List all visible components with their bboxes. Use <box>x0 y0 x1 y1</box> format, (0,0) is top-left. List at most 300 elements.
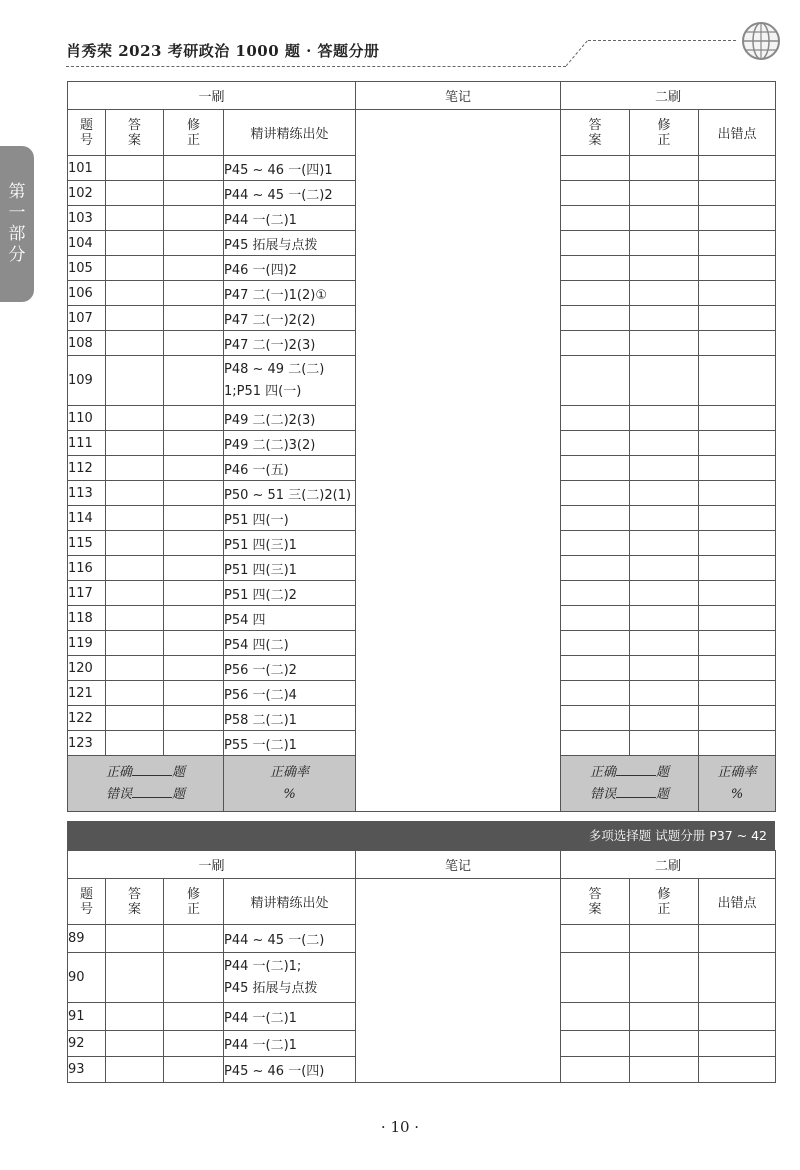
correction-cell[interactable] <box>164 356 224 406</box>
second-correction-cell[interactable] <box>630 531 699 556</box>
source-line: P49 二(二)2(3) <box>224 412 316 428</box>
correction-cell[interactable] <box>164 681 224 706</box>
correction-cell[interactable] <box>164 581 224 606</box>
fill-blank[interactable] <box>616 785 656 798</box>
error-point-cell[interactable] <box>699 606 776 631</box>
answer-cell[interactable] <box>106 1057 164 1083</box>
question-number: 108 <box>68 331 106 356</box>
second-correction-cell[interactable] <box>630 506 699 531</box>
error-point-cell[interactable] <box>699 1031 776 1057</box>
error-point-cell[interactable] <box>699 331 776 356</box>
source-line: P51 四(二)2 <box>224 587 297 603</box>
second-answer-cell[interactable] <box>561 531 630 556</box>
error-point-cell[interactable] <box>699 456 776 481</box>
correction-header <box>164 110 224 156</box>
second-answer-header-char: 答 <box>588 117 602 133</box>
second-correction-cell[interactable] <box>630 181 699 206</box>
correction-cell[interactable] <box>164 306 224 331</box>
answer-cell[interactable] <box>106 181 164 206</box>
answer-cell[interactable] <box>106 256 164 281</box>
error-point-cell[interactable] <box>699 431 776 456</box>
second-answer-cell[interactable] <box>561 506 630 531</box>
source-cell <box>224 581 356 606</box>
second-correction-cell[interactable] <box>630 1057 699 1083</box>
percent-sign: % <box>730 786 744 802</box>
error-point-cell[interactable] <box>699 306 776 331</box>
source-cell <box>224 506 356 531</box>
correction-cell[interactable] <box>164 156 224 181</box>
answer-cell[interactable] <box>106 431 164 456</box>
answer-cell[interactable] <box>106 681 164 706</box>
answer-table-bottom <box>67 850 776 1083</box>
wrong-label: 错误 <box>105 786 132 802</box>
second-correction-header <box>630 110 699 156</box>
answer-cell[interactable] <box>106 456 164 481</box>
question-number: 117 <box>68 581 106 606</box>
error-point-cell[interactable] <box>699 656 776 681</box>
answer-cell[interactable] <box>106 406 164 431</box>
second-answer-cell[interactable] <box>561 731 630 756</box>
answer-cell[interactable] <box>106 656 164 681</box>
error-point-cell[interactable] <box>699 256 776 281</box>
answer-cell[interactable] <box>106 556 164 581</box>
source-cell <box>224 231 356 256</box>
correction-cell[interactable] <box>164 656 224 681</box>
second-answer-cell[interactable] <box>561 456 630 481</box>
error-point-cell[interactable] <box>699 556 776 581</box>
second-correction-header-char: 修 <box>657 886 671 902</box>
source-line: P56 一(二)2 <box>224 662 297 678</box>
correction-cell[interactable] <box>164 456 224 481</box>
error-point-cell[interactable] <box>699 406 776 431</box>
correction-cell[interactable] <box>164 256 224 281</box>
header-rule-right <box>588 40 736 41</box>
second-correction-cell[interactable] <box>630 231 699 256</box>
source-cell <box>224 656 356 681</box>
percent-sign: % <box>283 786 296 802</box>
correct-label: 正确 <box>589 764 616 780</box>
error-point-header: 出错点 <box>699 110 776 156</box>
second-answer-header <box>561 110 630 156</box>
correction-cell[interactable] <box>164 556 224 581</box>
source-line: P47 二(一)2(3) <box>224 337 316 353</box>
notes-header: 笔记 <box>356 82 561 110</box>
notes-area[interactable] <box>356 879 561 1083</box>
source-cell <box>224 606 356 631</box>
source-line: P54 四(二) <box>224 637 289 653</box>
answer-cell[interactable] <box>106 631 164 656</box>
correction-cell[interactable] <box>164 925 224 953</box>
error-point-cell[interactable] <box>699 681 776 706</box>
second-answer-cell[interactable] <box>561 606 630 631</box>
second-correction-cell[interactable] <box>630 681 699 706</box>
source-line: P54 四 <box>224 612 266 628</box>
correction-cell[interactable] <box>164 953 224 1003</box>
second-pass-count <box>561 756 699 812</box>
question-number: 102 <box>68 181 106 206</box>
second-correction-cell[interactable] <box>630 456 699 481</box>
question-number: 101 <box>68 156 106 181</box>
question-number: 120 <box>68 656 106 681</box>
correct-label: 正确 <box>105 764 132 780</box>
second-answer-cell[interactable] <box>561 181 630 206</box>
answer-table-top <box>67 81 776 812</box>
source-cell <box>224 456 356 481</box>
second-answer-cell[interactable] <box>561 281 630 306</box>
source-cell <box>224 556 356 581</box>
second-answer-cell[interactable] <box>561 431 630 456</box>
section-tab-char: 部 <box>8 224 26 244</box>
source-line: P44 ~ 45 一(二) <box>224 933 325 948</box>
source-line: P44 ~ 45 一(二)2 <box>224 187 333 203</box>
correction-cell[interactable] <box>164 206 224 231</box>
question-number: 89 <box>68 925 106 953</box>
fill-blank[interactable] <box>616 763 656 776</box>
error-point-cell[interactable] <box>699 581 776 606</box>
error-point-cell[interactable] <box>699 706 776 731</box>
question-number: 115 <box>68 531 106 556</box>
source-line: P46 一(五) <box>224 462 289 478</box>
second-answer-cell[interactable] <box>561 656 630 681</box>
question-number: 119 <box>68 631 106 656</box>
second-correction-cell[interactable] <box>630 631 699 656</box>
source-cell <box>224 406 356 431</box>
source-cell <box>224 306 356 331</box>
correction-header <box>164 879 224 925</box>
error-point-cell[interactable] <box>699 206 776 231</box>
question-number-header <box>68 879 106 925</box>
question-number-header-char: 题 <box>79 117 93 133</box>
correction-header-char: 修 <box>186 886 200 902</box>
error-point-cell[interactable] <box>699 506 776 531</box>
second-correction-cell[interactable] <box>630 706 699 731</box>
second-correction-cell[interactable] <box>630 556 699 581</box>
source-cell <box>224 156 356 181</box>
question-number: 106 <box>68 281 106 306</box>
second-correction-cell[interactable] <box>630 1003 699 1031</box>
second-correction-cell[interactable] <box>630 656 699 681</box>
source-cell <box>224 1031 356 1057</box>
second-answer-cell[interactable] <box>561 306 630 331</box>
source-cell <box>224 631 356 656</box>
error-point-cell[interactable] <box>699 1057 776 1083</box>
source-line: P44 一(二)1; <box>224 958 302 974</box>
question-number: 116 <box>68 556 106 581</box>
question-number: 104 <box>68 231 106 256</box>
second-correction-cell[interactable] <box>630 1031 699 1057</box>
question-number: 93 <box>68 1057 106 1083</box>
first-pass-count <box>68 756 224 812</box>
wrong-label-line <box>68 784 223 806</box>
book-title: 肖秀荣 2023 考研政治 1000 题 · 答题分册 <box>66 42 380 60</box>
error-point-cell[interactable] <box>699 181 776 206</box>
source-cell <box>224 181 356 206</box>
source-line: P48 ~ 49 二(二) <box>224 361 325 377</box>
answer-cell[interactable] <box>106 1031 164 1057</box>
error-point-cell[interactable] <box>699 156 776 181</box>
second-correction-header <box>630 879 699 925</box>
error-point-cell[interactable] <box>699 356 776 406</box>
second-answer-cell[interactable] <box>561 206 630 231</box>
source-line: P56 一(二)4 <box>224 687 297 703</box>
second-correction-cell[interactable] <box>630 256 699 281</box>
answer-cell[interactable] <box>106 306 164 331</box>
source-line: P47 二(一)2(2) <box>224 312 316 328</box>
second-answer-cell[interactable] <box>561 1057 630 1083</box>
second-correction-cell[interactable] <box>630 156 699 181</box>
source-line: P45 ~ 46 一(四)1 <box>224 162 333 178</box>
notes-header: 笔记 <box>356 851 561 879</box>
notes-area[interactable] <box>356 110 561 812</box>
second-answer-cell[interactable] <box>561 356 630 406</box>
answer-cell[interactable] <box>106 506 164 531</box>
correction-cell[interactable] <box>164 181 224 206</box>
source-line: P49 二(二)3(2) <box>224 437 316 453</box>
answer-cell[interactable] <box>106 356 164 406</box>
correct-label-line <box>68 762 223 784</box>
correction-cell[interactable] <box>164 1057 224 1083</box>
rate-label: 正确率 <box>717 764 757 780</box>
answer-cell[interactable] <box>106 706 164 731</box>
source-cell <box>224 256 356 281</box>
correction-cell[interactable] <box>164 531 224 556</box>
question-number-header-char: 号 <box>79 132 93 148</box>
correction-cell[interactable] <box>164 506 224 531</box>
source-line: P51 四(三)1 <box>224 537 297 553</box>
error-point-cell[interactable] <box>699 281 776 306</box>
answer-header <box>106 879 164 925</box>
answer-cell[interactable] <box>106 281 164 306</box>
question-number-header-char: 题 <box>79 886 93 902</box>
source-line: P51 四(三)1 <box>224 562 297 578</box>
answer-header-char: 答 <box>127 886 141 902</box>
second-pass-header: 二刷 <box>561 82 776 110</box>
second-answer-cell[interactable] <box>561 581 630 606</box>
source-line: P44 一(二)1 <box>224 1038 297 1053</box>
section-divider: 多项选择题 试题分册 P37 ~ 42 <box>67 821 775 850</box>
correction-cell[interactable] <box>164 606 224 631</box>
question-number: 122 <box>68 706 106 731</box>
source-cell <box>224 706 356 731</box>
question-number: 123 <box>68 731 106 756</box>
question-number: 105 <box>68 256 106 281</box>
second-answer-cell[interactable] <box>561 406 630 431</box>
question-number: 103 <box>68 206 106 231</box>
answer-cell[interactable] <box>106 606 164 631</box>
first-pass-header: 一刷 <box>68 851 356 879</box>
correction-cell[interactable] <box>164 231 224 256</box>
section-tab-char: 分 <box>8 245 26 265</box>
source-cell <box>224 206 356 231</box>
second-correction-cell[interactable] <box>630 406 699 431</box>
answer-cell[interactable] <box>106 1003 164 1031</box>
globe-logo-icon <box>740 20 782 62</box>
error-point-cell[interactable] <box>699 731 776 756</box>
section-tab-char: 第 <box>8 182 26 202</box>
second-answer-header-char: 案 <box>588 901 602 917</box>
error-point-cell[interactable] <box>699 631 776 656</box>
correction-cell[interactable] <box>164 331 224 356</box>
answer-cell[interactable] <box>106 925 164 953</box>
section-tab-char: 一 <box>8 203 26 223</box>
answer-cell[interactable] <box>106 206 164 231</box>
source-cell <box>224 281 356 306</box>
source-line: P45 拓展与点拨 <box>224 980 318 996</box>
question-number: 113 <box>68 481 106 506</box>
second-correction-cell[interactable] <box>630 331 699 356</box>
source-cell <box>224 925 356 953</box>
source-cell <box>224 531 356 556</box>
correction-cell[interactable] <box>164 406 224 431</box>
second-answer-cell[interactable] <box>561 1031 630 1057</box>
second-answer-cell[interactable] <box>561 953 630 1003</box>
wrong-label: 错误 <box>589 786 616 802</box>
source-header: 精讲精练出处 <box>224 879 356 925</box>
question-number: 107 <box>68 306 106 331</box>
error-point-cell[interactable] <box>699 231 776 256</box>
second-answer-cell[interactable] <box>561 706 630 731</box>
answer-header-char: 案 <box>127 901 141 917</box>
answer-cell[interactable] <box>106 581 164 606</box>
second-correction-header-char: 正 <box>657 901 671 917</box>
correction-cell[interactable] <box>164 706 224 731</box>
unit-label: 题 <box>172 764 186 780</box>
correction-cell[interactable] <box>164 481 224 506</box>
question-number: 114 <box>68 506 106 531</box>
second-answer-cell[interactable] <box>561 556 630 581</box>
fill-blank[interactable] <box>132 785 172 798</box>
second-pass-rate <box>699 756 776 812</box>
error-point-cell[interactable] <box>699 531 776 556</box>
correction-cell[interactable] <box>164 281 224 306</box>
second-correction-cell[interactable] <box>630 481 699 506</box>
question-number: 110 <box>68 406 106 431</box>
unit-label: 题 <box>656 786 670 802</box>
source-cell <box>224 681 356 706</box>
source-line: P44 一(二)1 <box>224 212 297 228</box>
correction-cell[interactable] <box>164 1003 224 1031</box>
second-answer-cell[interactable] <box>561 1003 630 1031</box>
question-number-header <box>68 110 106 156</box>
source-cell <box>224 953 356 1003</box>
source-cell <box>224 431 356 456</box>
question-number: 112 <box>68 456 106 481</box>
answer-cell[interactable] <box>106 331 164 356</box>
unit-label: 题 <box>172 786 186 802</box>
second-correction-header-char: 修 <box>657 117 671 133</box>
second-correction-cell[interactable] <box>630 356 699 406</box>
answer-cell[interactable] <box>106 531 164 556</box>
question-number-header-char: 号 <box>79 901 93 917</box>
source-line: P44 一(二)1 <box>224 1011 297 1026</box>
fill-blank[interactable] <box>132 763 172 776</box>
question-number: 92 <box>68 1031 106 1057</box>
source-line: 1;P51 四(一) <box>224 383 302 399</box>
rate-label: 正确率 <box>269 764 309 780</box>
answer-cell[interactable] <box>106 731 164 756</box>
error-point-cell[interactable] <box>699 481 776 506</box>
second-correction-header-char: 正 <box>657 132 671 148</box>
first-pass-rate <box>224 756 356 812</box>
second-answer-cell[interactable] <box>561 256 630 281</box>
page-number: · 10 · <box>380 1118 420 1136</box>
error-point-cell[interactable] <box>699 1003 776 1031</box>
second-answer-header <box>561 879 630 925</box>
second-pass-header: 二刷 <box>561 851 776 879</box>
second-answer-cell[interactable] <box>561 231 630 256</box>
source-cell <box>224 356 356 406</box>
answer-cell[interactable] <box>106 231 164 256</box>
source-cell <box>224 731 356 756</box>
answer-header <box>106 110 164 156</box>
second-correction-cell[interactable] <box>630 431 699 456</box>
second-correction-cell[interactable] <box>630 206 699 231</box>
source-line: P58 二(二)1 <box>224 712 297 728</box>
section-tab <box>0 146 34 302</box>
wrong-label-line <box>561 784 698 806</box>
question-number: 91 <box>68 1003 106 1031</box>
error-point-cell[interactable] <box>699 953 776 1003</box>
source-line: P45 拓展与点拨 <box>224 237 318 253</box>
source-header: 精讲精练出处 <box>224 110 356 156</box>
correction-header-char: 修 <box>186 117 200 133</box>
source-line: P45 ~ 46 一(四) <box>224 1064 325 1079</box>
correction-header-char: 正 <box>186 901 200 917</box>
first-pass-header: 一刷 <box>68 82 356 110</box>
second-answer-header-char: 案 <box>588 132 602 148</box>
source-cell <box>224 1057 356 1083</box>
source-cell <box>224 331 356 356</box>
correct-label-line <box>561 762 698 784</box>
source-line: P47 二(一)1(2)① <box>224 287 327 303</box>
unit-label: 题 <box>656 764 670 780</box>
correction-cell[interactable] <box>164 431 224 456</box>
second-answer-cell[interactable] <box>561 631 630 656</box>
error-point-cell[interactable] <box>699 925 776 953</box>
second-answer-cell[interactable] <box>561 925 630 953</box>
source-cell <box>224 1003 356 1031</box>
source-line: P51 四(一) <box>224 512 289 528</box>
error-point-header: 出错点 <box>699 879 776 925</box>
answer-header-char: 案 <box>127 132 141 148</box>
correction-header-char: 正 <box>186 132 200 148</box>
second-correction-cell[interactable] <box>630 606 699 631</box>
second-correction-cell[interactable] <box>630 281 699 306</box>
header-rule-slope <box>566 40 610 66</box>
second-correction-cell[interactable] <box>630 731 699 756</box>
answer-cell[interactable] <box>106 953 164 1003</box>
second-answer-cell[interactable] <box>561 156 630 181</box>
second-correction-cell[interactable] <box>630 925 699 953</box>
second-correction-cell[interactable] <box>630 953 699 1003</box>
second-correction-cell[interactable] <box>630 306 699 331</box>
question-number: 121 <box>68 681 106 706</box>
answer-cell[interactable] <box>106 156 164 181</box>
answer-cell[interactable] <box>106 481 164 506</box>
second-answer-cell[interactable] <box>561 681 630 706</box>
second-correction-cell[interactable] <box>630 581 699 606</box>
correction-cell[interactable] <box>164 1031 224 1057</box>
question-number: 90 <box>68 953 106 1003</box>
correction-cell[interactable] <box>164 731 224 756</box>
second-answer-cell[interactable] <box>561 481 630 506</box>
correction-cell[interactable] <box>164 631 224 656</box>
question-number: 118 <box>68 606 106 631</box>
question-number: 109 <box>68 356 106 406</box>
second-answer-header-char: 答 <box>588 886 602 902</box>
header-rule <box>66 66 566 67</box>
second-answer-cell[interactable] <box>561 331 630 356</box>
